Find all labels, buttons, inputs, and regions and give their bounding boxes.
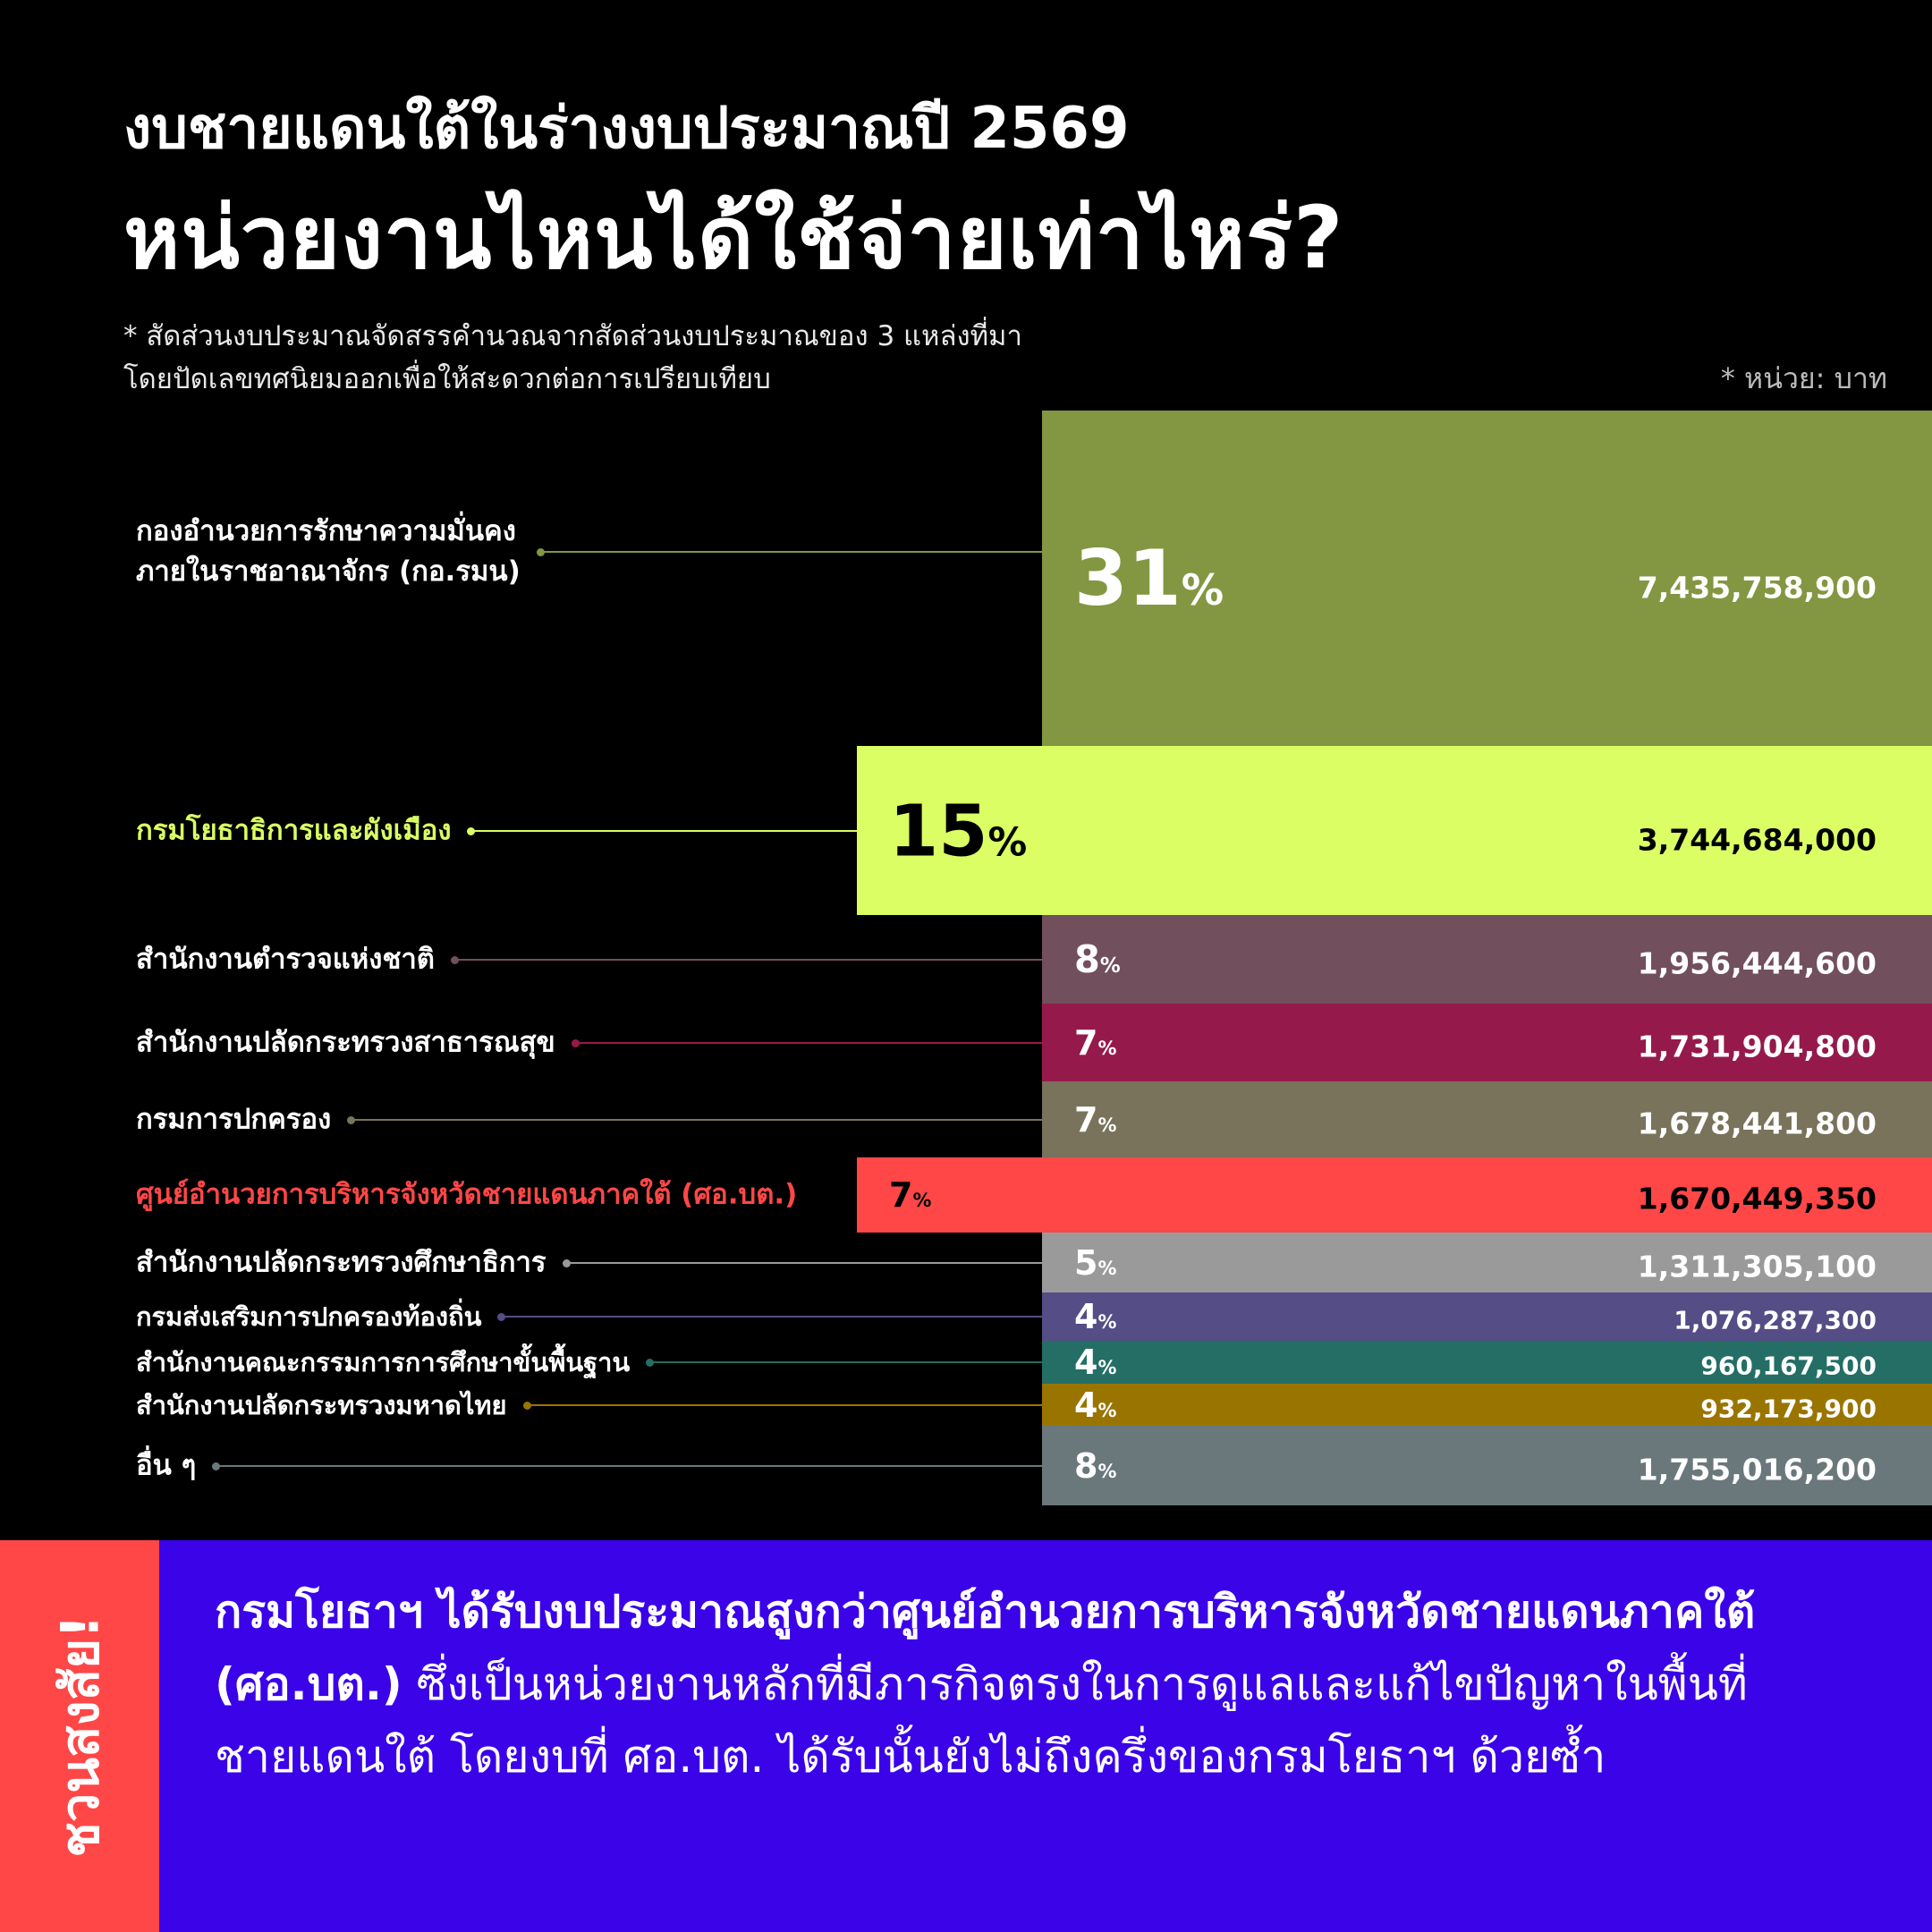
percent-label [1074,1297,1116,1336]
percent-label [1074,1385,1116,1425]
callout-tag [0,1540,159,1932]
value-label: 7,435,758,900 [1637,570,1877,606]
percent-value: 4 [1074,1296,1098,1336]
category-label [136,1099,331,1140]
leader-line [351,1119,1042,1121]
category-label [136,512,521,592]
category-label-line: กรมการปกครอง [136,1103,332,1136]
percent-sign: % [912,1190,932,1212]
callout-body-text: ซึ่งเป็นหน่วยงานหลักที่มีภารกิจตรงในการดูแลและแก้ไขปัญหาในพื้นที่ชายแดนใต้ โดยงบที่ ศอ.บต. ได้รับนั้นยังไม่ถึงครึ่งของกรมโยธาฯ ด้วยซ้ำ [215,1658,1748,1783]
category-label [136,1298,481,1335]
category-label-line: กองอำนวยการรักษาความมั่นคง [136,514,516,547]
category-label-line: สำนักงานปลัดกระทรวงมหาดไทย [136,1389,507,1420]
percent-value: 7 [1074,1099,1098,1140]
percent-sign: % [1097,1037,1117,1059]
percent-label [1074,1446,1116,1486]
category-label [136,1022,555,1063]
leader-line [649,1361,1042,1363]
percent-label [1074,1243,1116,1283]
value-label: 1,956,444,600 [1637,945,1877,981]
percent-value: 4 [1074,1343,1098,1383]
percent-sign: % [1097,1310,1117,1333]
value-label: 1,755,016,200 [1637,1452,1877,1487]
percent-label [889,789,1027,872]
category-label-line: ศูนย์อำนวยการบริหารจังหวัดชายแดนภาคใต้ (ศอ.บต.) [136,1178,798,1211]
leader-line [540,551,1042,553]
value-label: 3,744,684,000 [1637,822,1877,858]
unit-label: * หน่วย: บาท [1720,361,1887,395]
category-label [136,1242,547,1283]
percent-sign: % [1097,1460,1117,1482]
leader-line [454,959,1042,961]
category-label-line: กรมส่งเสริมการปกครองท้องถิ่น [136,1301,482,1332]
percent-sign: % [1097,1399,1117,1421]
leader-line [566,1262,1042,1264]
note-line-1: * สัดส่วนงบประมาณจัดสรรคำนวณจากสัดส่วนงบประมาณของ 3 แหล่งที่มา [123,320,1022,352]
leader-line [575,1042,1042,1044]
title-line-2: หน่วยงานไหนได้ใช้จ่ายเท่าไหร่? [123,188,1344,288]
percent-sign: % [1097,1257,1117,1279]
category-label-line: สำนักงานปลัดกระทรวงสาธารณสุข [136,1026,555,1059]
percent-value: 15 [889,789,988,873]
title-line-1: งบชายแดนใต้ในร่างงบประมาณปี 2569 [123,96,1130,162]
percent-value: 8 [1074,937,1100,981]
category-label-line: สำนักงานปลัดกระทรวงศึกษาธิการ [136,1246,547,1279]
percent-label [1074,938,1121,981]
leader-line [527,1404,1042,1406]
category-label-line: อื่น ๆ [136,1449,197,1482]
callout-text [215,1576,1887,1793]
category-label [136,1343,630,1381]
value-label: 1,076,287,300 [1674,1305,1877,1335]
category-label [136,1445,196,1486]
percent-label [1074,534,1224,623]
percent-sign: % [1097,1357,1117,1379]
percent-value: 31 [1074,533,1182,623]
percent-sign: % [1099,953,1121,978]
callout-box [0,1540,1932,1932]
note-line-2: โดยปัดเลขทศนิยมออกเพื่อให้สะดวกต่อการเปรียบเทียบ [123,363,771,395]
percent-value: 4 [1074,1385,1098,1425]
value-label: 1,678,441,800 [1637,1106,1877,1141]
value-label: 1,311,305,100 [1637,1249,1877,1284]
value-label: 1,731,904,800 [1637,1029,1877,1064]
category-label-line: ภายในราชอาณาจักร (กอ.รมน) [136,555,521,588]
category-label-line: กรมโยธาธิการและผังเมือง [136,814,452,847]
category-label-line: สำนักงานตำรวจแห่งชาติ [136,943,435,976]
percent-value: 5 [1074,1242,1098,1283]
value-label: 932,173,900 [1700,1394,1877,1424]
callout-tag-text: ชวนสงสัย! [49,1614,111,1858]
leader-line [501,1316,1042,1318]
category-label-line: สำนักงานคณะกรรมการการศึกษาขั้นพื้นฐาน [136,1347,631,1378]
percent-sign: % [1181,565,1224,615]
percent-sign: % [1097,1114,1117,1136]
leader-line [216,1465,1042,1467]
category-label [136,1386,507,1424]
callout-strong-text: กรมโยธาฯ ได้รับงบประมาณสูงกว่าศูนย์อำนวยการบริหารจังหวัดชายแดนภาคใต้ (ศอ.บต.) [215,1586,1756,1710]
percent-value: 7 [889,1175,913,1216]
percent-value: 7 [1074,1022,1098,1063]
percent-sign: % [987,819,1028,866]
percent-label [1074,1343,1116,1382]
percent-value: 8 [1074,1445,1098,1486]
leader-line [470,830,857,832]
percent-label [1074,1023,1116,1063]
category-label [136,1175,797,1216]
value-label: 1,670,449,350 [1637,1181,1877,1216]
percent-label [1074,1100,1116,1140]
percent-label [889,1175,931,1215]
category-label [136,939,435,979]
value-label: 960,167,500 [1700,1351,1877,1381]
category-label [136,810,451,851]
